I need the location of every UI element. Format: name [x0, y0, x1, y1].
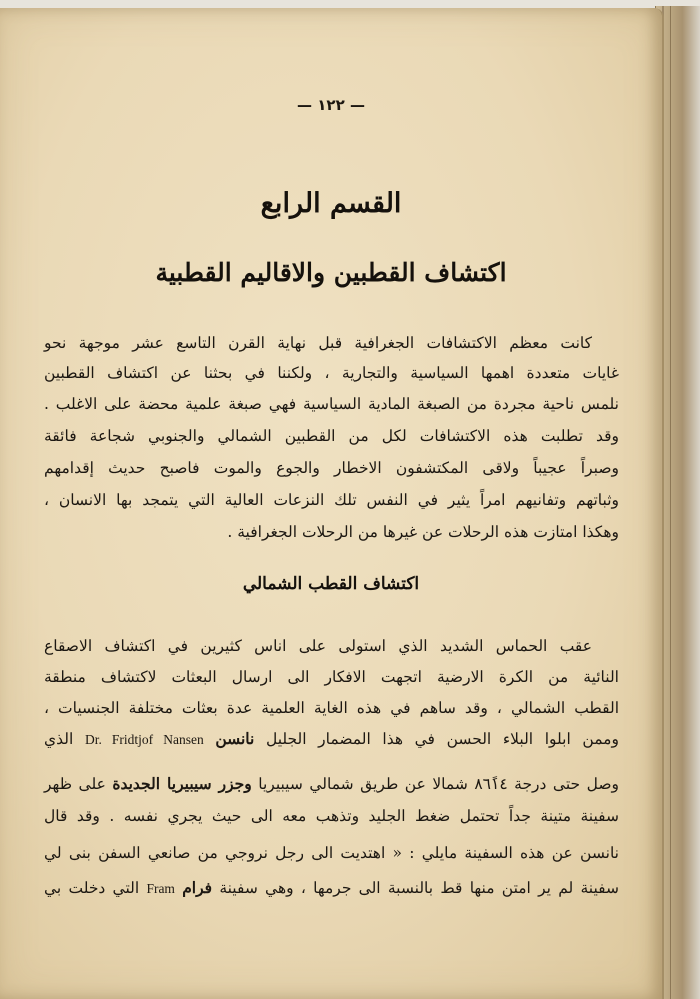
paragraph-line: وصبراً عجيباً ولاقى المكتشفون الاخطار والجوع والموت فاصبح حديث إقدامهم [44, 459, 619, 477]
page-number: — ١٢٢ — [297, 96, 365, 114]
nansen-name-latin: Dr. Fridtjof Nansen [84, 732, 204, 747]
paragraph-line: النائية من الكرة الارضية اتجهت الافكار الى ارسال البعثات لاكتشاف منطقة [44, 668, 619, 686]
text-segment: سفينة لم ير امتن منها قط بالنسبة الى جرمها ، وهي سفينة [219, 879, 619, 897]
book-page [0, 8, 664, 999]
nansen-name-arabic: نانسن [215, 729, 255, 748]
text-segment: وممن ابلوا البلاء الحسن في هذا المضمار الجليل [265, 730, 619, 748]
paragraph-line: وقد تطلبت هذه الاكتشافات لكل من القطبين الشمالي والجنوبي شجاعة فائقة [44, 427, 619, 445]
new-siberian-islands: وجزر سيبيريا الجديدة [112, 774, 252, 793]
text-segment: التي دخلت بي [44, 879, 140, 897]
paragraph-line: وثباتهم وتفانيهم امراً يثير في النفس تلك النزعات العالية التي يتمجد بها الانسان ، [44, 491, 619, 509]
text-segment: وصل حتى درجة ٨٦ً١٤ شمالا عن طريق شمالي سيبيريا [258, 775, 619, 793]
section-heading: القسم الرابع [260, 188, 402, 219]
paragraph-line: غايات متعددة اهمها السياسية والتجارية ، ولكننا في بحثنا عن اكتشاف القطبين [44, 364, 619, 382]
fram-name-arabic: فرام [182, 878, 213, 897]
paragraph-line [44, 876, 619, 901]
paragraph-line: كانت معظم الاكتشافات الجغرافية قبل نهاية القرن التاسع عشر موجهة نحو [44, 334, 592, 352]
paragraph-line: عقب الحماس الشديد الذي استولى على اناس كثيرين في اكتشاف الاصقاع [44, 637, 592, 655]
text-segment: الذي [44, 730, 74, 748]
paragraph-line: وهكذا امتازت هذه الرحلات عن غيرها من الرحلات الجغرافية . [227, 523, 619, 541]
paragraph-line: سفينة متينة جداً تحتمل ضغط الجليد وتذهب معه الى حيث يجري نفسه . وقد قال [44, 807, 619, 825]
paragraph-line: القطب الشمالي ، وقد ساهم في هذه الغاية العلمية عدة بعثات مختلفة الجنسيات ، [44, 699, 619, 717]
text-segment: على ظهر [44, 775, 106, 793]
fram-name-latin: Fram [146, 881, 175, 896]
paragraph-line: نلمس ناحية مجردة من الصبغة المادية السياسية فهي صبغة علمية محضة على الاغلب . [44, 395, 619, 413]
subheading: اكتشاف القطب الشمالي [242, 574, 420, 594]
paragraph-line [44, 727, 619, 752]
paragraph-line [44, 772, 619, 796]
paragraph-line: نانسن عن هذه السفينة مايلي : « اهتديت الى رجل نروجي من صانعي السفن بنى لي [44, 844, 619, 862]
chapter-title: اكتشاف القطبين والاقاليم القطبية [155, 258, 507, 287]
